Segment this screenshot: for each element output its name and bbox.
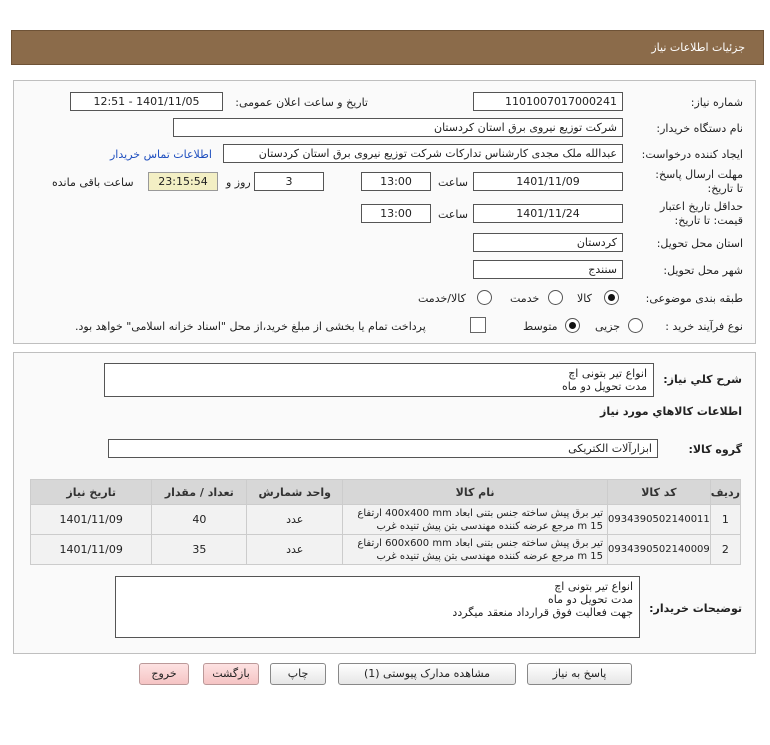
col-header-date: تاریخ نیاز: [31, 480, 152, 505]
announce-label: تاریخ و ساعت اعلان عمومی:: [235, 96, 368, 109]
col-header-qty: تعداد / مقدار: [152, 480, 247, 505]
creator-field: عبدالله ملک مجدی کارشناس تدارکات شرکت توزیع نیروی برق استان کردستان: [223, 144, 623, 163]
city-field: سنندج: [473, 260, 623, 279]
cell-code: 0934390502140011: [607, 505, 710, 535]
province-field: کردستان: [473, 233, 623, 252]
reply-date-field: 1401/11/09: [473, 172, 623, 191]
reply-button[interactable]: پاسخ به نیاز: [527, 663, 632, 685]
category-radio-service[interactable]: [548, 290, 563, 305]
exit-button[interactable]: خروج: [139, 663, 189, 685]
validity-time-label: ساعت: [438, 208, 468, 221]
print-button[interactable]: چاپ: [270, 663, 326, 685]
days-label: روز و: [226, 176, 251, 189]
cell-name: تیر برق پیش ساخته جنس بتنی ابعاد 600x600 mm ارتفاع 15 m مرجع عرضه کننده مهندسی بتن پیش تنیده غرب: [343, 535, 608, 565]
need-number-label: شماره نیاز:: [690, 96, 743, 109]
category-option-goods-service: کالا/خدمت: [418, 292, 466, 305]
cell-name: تیر برق پیش ساخته جنس بتنی ابعاد 400x400 mm ارتفاع 15 m مرجع عرضه کننده مهندسی بتن پیش تنیده غرب: [343, 505, 608, 535]
buyer-org-label: نام دستگاه خریدار:: [656, 122, 743, 135]
buyer-contact-link[interactable]: اطلاعات تماس خریدار: [110, 148, 212, 161]
cell-date: 1401/11/09: [31, 505, 152, 535]
validity-label: حداقل تاریخ اعتبار قیمت: تا تاریخ:: [659, 200, 743, 227]
purchase-option-minor: جزیی: [595, 320, 621, 333]
creator-label: ایجاد کننده درخواست:: [641, 148, 743, 161]
back-button[interactable]: بازگشت: [203, 663, 259, 685]
city-label: شهر محل تحویل:: [663, 264, 743, 277]
need-number-field: 1101007017000241: [473, 92, 623, 111]
remaining-time-field: 23:15:54: [148, 172, 218, 191]
category-option-goods: کالا: [577, 292, 592, 305]
validity-date-field: 1401/11/24: [473, 204, 623, 223]
reply-time-field: 13:00: [361, 172, 431, 191]
cell-qty: 40: [152, 505, 247, 535]
category-label: طبقه بندی موضوعی:: [645, 292, 743, 305]
category-radio-goods[interactable]: [604, 290, 619, 305]
col-header-code: کد کالا: [607, 480, 710, 505]
cell-row: 1: [710, 505, 740, 535]
buyer-org-field: شرکت توزیع نیروی برق استان کردستان: [173, 118, 623, 137]
col-header-name: نام کالا: [343, 480, 608, 505]
need-summary-box: انواع تیر بتونی اچ مدت تحویل دو ماه: [104, 363, 654, 397]
announce-datetime-field: 1401/11/05 - 12:51: [70, 92, 223, 111]
payment-note: پرداخت تمام یا بخشی از مبلغ خرید،از محل "اسناد خزانه اسلامی" خواهد بود.: [75, 320, 426, 333]
cell-row: 2: [710, 535, 740, 565]
purchase-type-label: نوع فرآیند خرید :: [665, 320, 743, 333]
treasury-payment-checkbox[interactable]: [470, 317, 486, 333]
view-attachments-button[interactable]: مشاهده مدارک پیوستی (1): [338, 663, 516, 685]
category-option-service: خدمت: [510, 292, 540, 305]
table-header-row: [31, 480, 741, 505]
need-summary-label: شرح کلي نياز:: [663, 373, 742, 386]
col-header-row: ردیف: [710, 480, 740, 505]
validity-time-field: 13:00: [361, 204, 431, 223]
purchase-radio-minor[interactable]: [628, 318, 643, 333]
days-count-field: 3: [254, 172, 324, 191]
reply-time-label: ساعت: [438, 176, 468, 189]
province-label: استان محل تحویل:: [656, 237, 743, 250]
page-title: جزئیات اطلاعات نیاز: [651, 41, 745, 54]
goods-info-title: اطلاعات كالاهاي مورد نياز: [600, 405, 742, 418]
page-header: [11, 30, 764, 65]
buyer-notes-box: انواع تیر بتونی اچ مدت تحویل دو ماه جهت فعالیت فوق قرارداد منعقد میگردد: [115, 576, 640, 638]
table-row: [31, 505, 741, 535]
goods-group-label: گروه کالا:: [688, 443, 742, 456]
goods-table: [30, 479, 741, 565]
purchase-option-medium: متوسط: [523, 320, 558, 333]
reply-deadline-label: مهلت ارسال پاسخ: تا تاریخ:: [655, 168, 743, 195]
purchase-radio-medium[interactable]: [565, 318, 580, 333]
buyer-notes-label: توضیحات خریدار:: [649, 602, 742, 615]
col-header-unit: واحد شمارش: [247, 480, 343, 505]
cell-code: 0934390502140009: [607, 535, 710, 565]
goods-group-field: ابزارآلات الکتریکی: [108, 439, 658, 458]
cell-date: 1401/11/09: [31, 535, 152, 565]
category-radio-goods-service[interactable]: [477, 290, 492, 305]
cell-unit: عدد: [247, 535, 343, 565]
remaining-label: ساعت باقی مانده: [52, 176, 134, 189]
cell-unit: عدد: [247, 505, 343, 535]
cell-qty: 35: [152, 535, 247, 565]
table-row: [31, 535, 741, 565]
